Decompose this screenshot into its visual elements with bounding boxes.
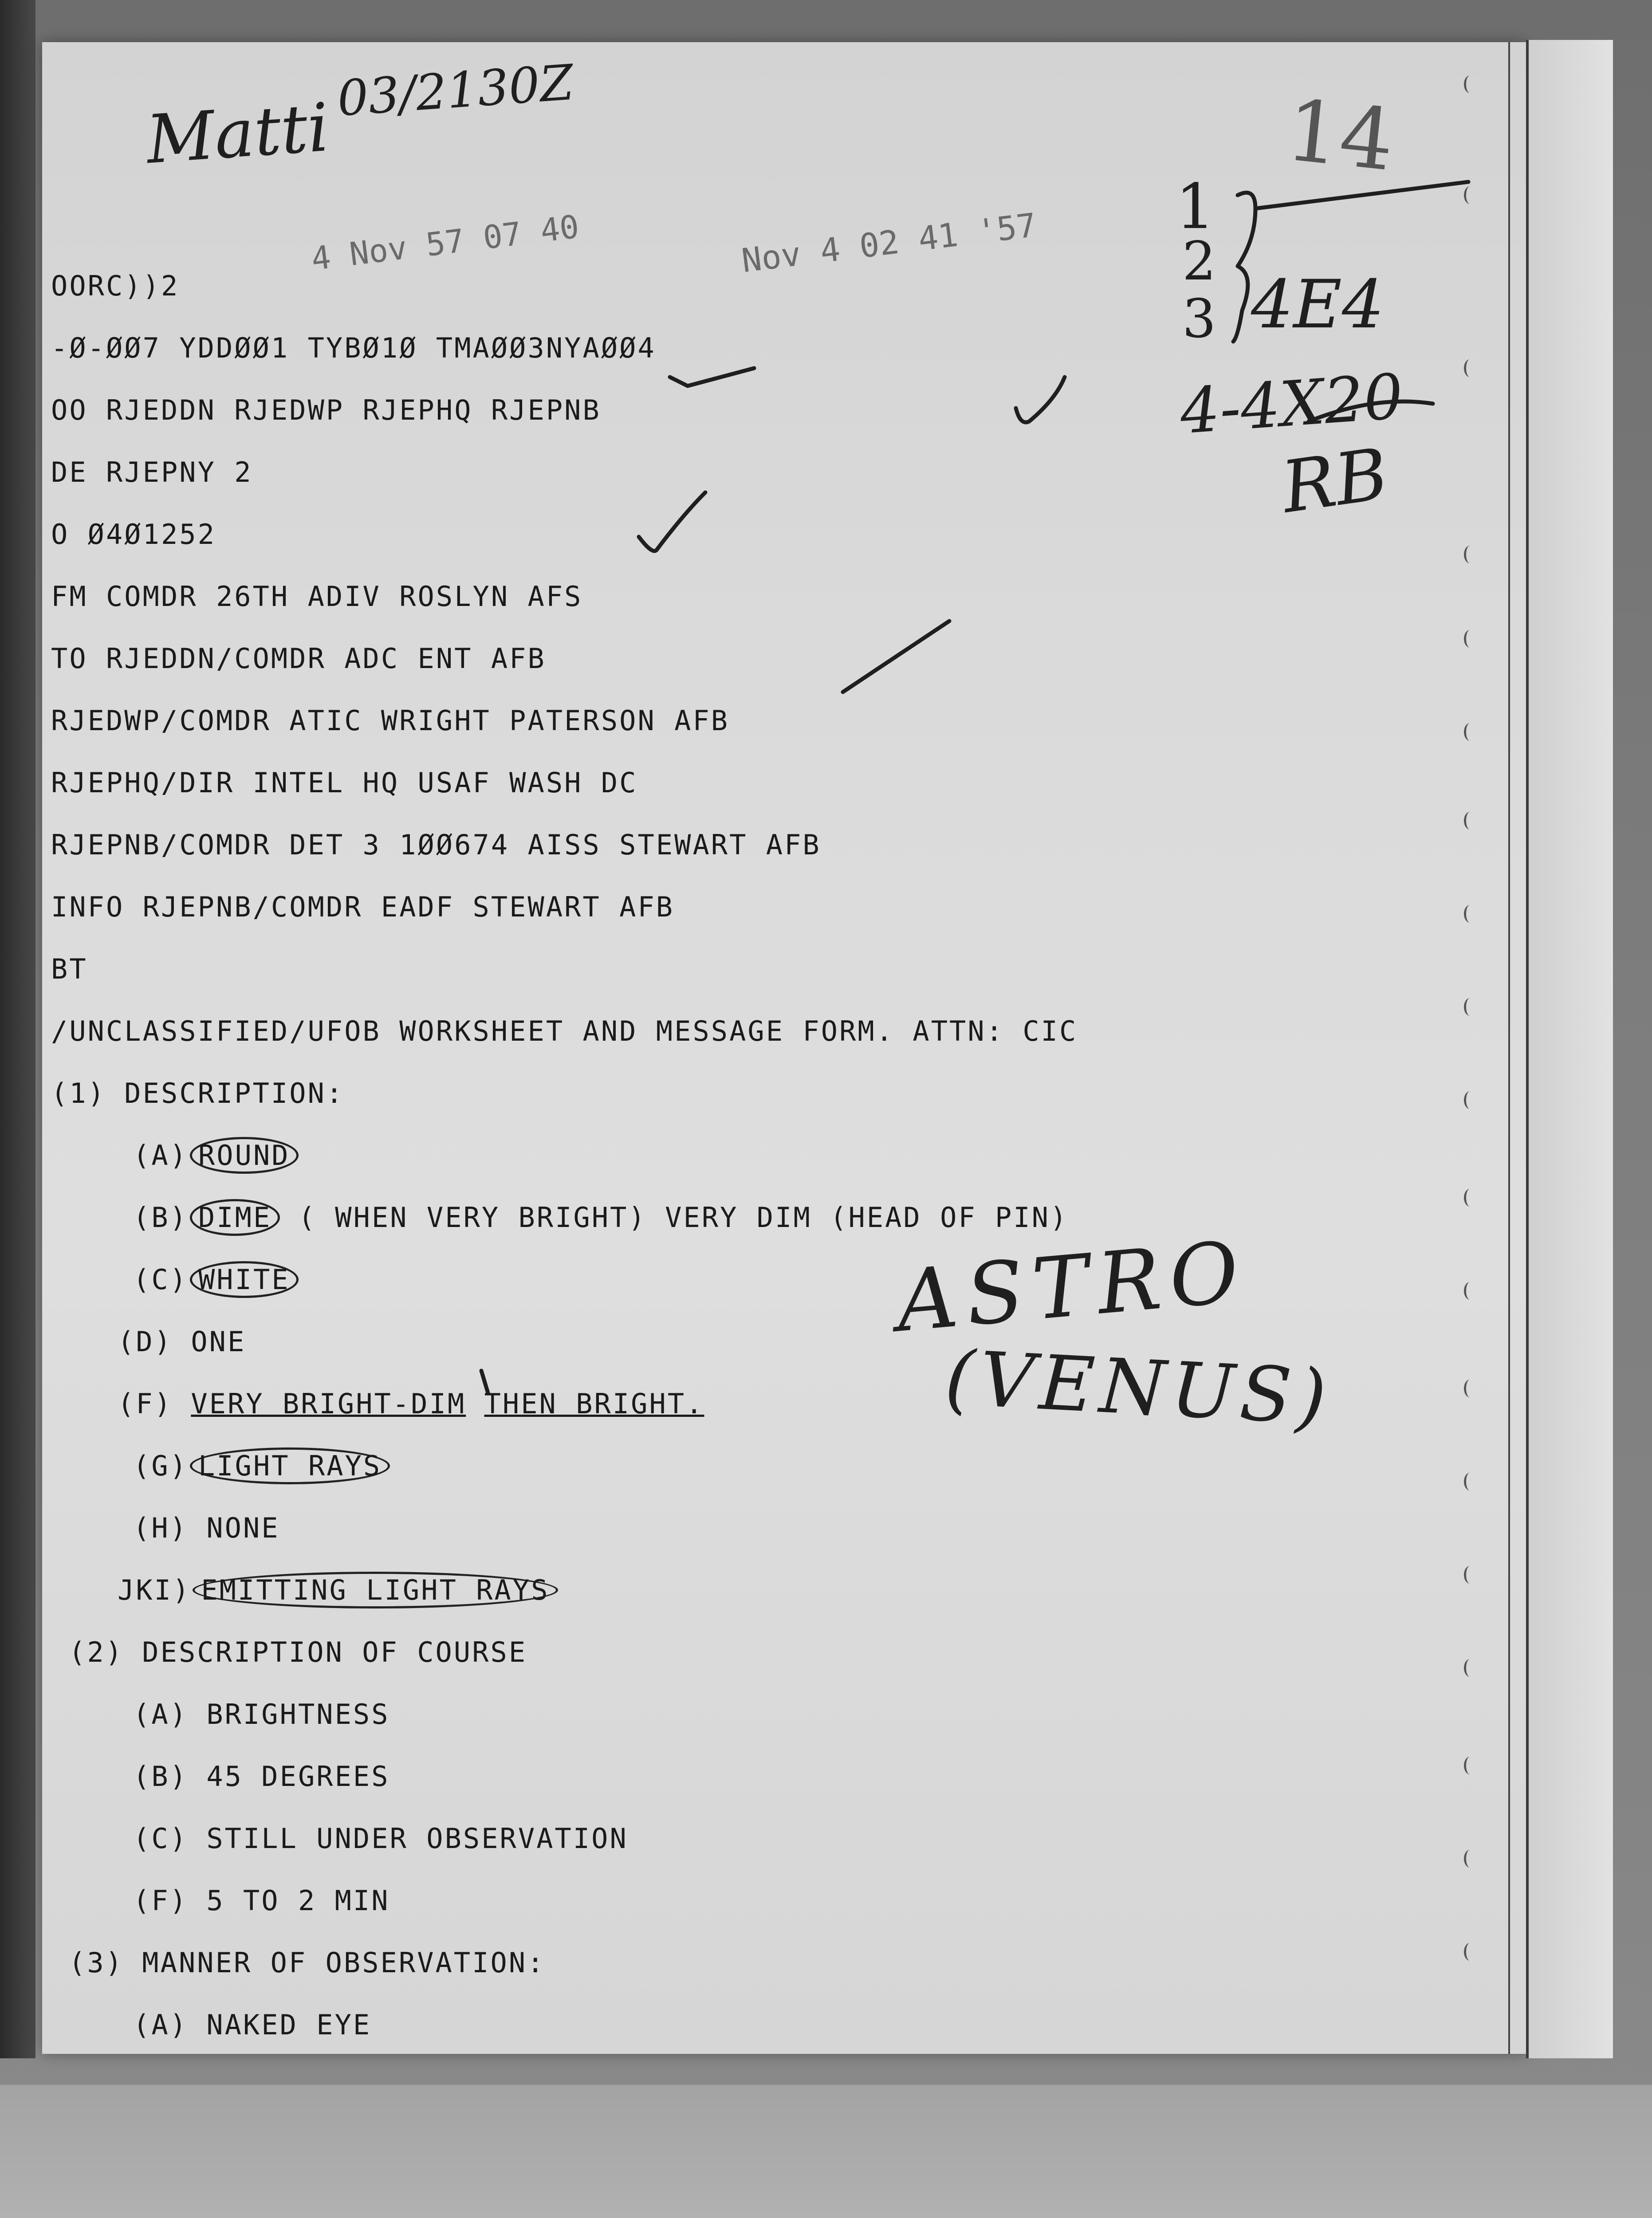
circled-answer: LIGHT RAYS <box>190 1447 390 1484</box>
section-title: (3) MANNER OF OBSERVATION: <box>69 1947 546 1979</box>
handwritten-venus: (VENUS) <box>943 1334 1334 1442</box>
item-c: (C) WHITE <box>51 1249 1078 1311</box>
item-b: (B) DIME ( WHEN VERY BRIGHT) VERY DIM (HEAD OF PIN) <box>51 1187 1078 1249</box>
handwritten-date: 03/2130Z <box>335 54 576 127</box>
received-stamp-1: 4 Nov 57 07 40 <box>309 208 581 278</box>
message-line: -Ø-ØØ7 YDDØØ1 TYBØ1Ø TMAØØ3NYAØØ4 <box>51 332 656 364</box>
message-line: RJEPHQ/DIR INTEL HQ USAF WASH DC <box>51 767 638 799</box>
message-line: RJEDWP/COMDR ATIC WRIGHT PATERSON AFB <box>51 704 730 737</box>
handwritten-initials: RB <box>1277 432 1393 529</box>
handwritten-list-mark: 3 <box>1182 288 1216 350</box>
observation-item: (A) NAKED EYE <box>133 2009 372 2041</box>
message-line: BT <box>51 953 88 985</box>
underlined-answer: VERY BRIGHT-DIM <box>191 1388 466 1420</box>
handwritten-list-mark: 1 <box>1176 171 1215 243</box>
section-title: (2) DESCRIPTION OF COURSE <box>69 1636 527 1668</box>
teletype-message <box>51 255 1078 2056</box>
handwritten-astro: ASTRO <box>892 1222 1252 1351</box>
message-line: DE RJEPNY 2 <box>51 456 253 488</box>
section-title: (1) DESCRIPTION: <box>51 1077 345 1109</box>
circled-answer: WHITE <box>190 1261 299 1298</box>
item-d: (D) ONE <box>118 1325 246 1358</box>
message-line: OO RJEDDN RJEDWP RJEPHQ RJEPNB <box>51 394 601 426</box>
item-h: (H) NONE <box>133 1512 280 1544</box>
underline-stroke <box>1309 401 1433 421</box>
course-item: (F) 5 TO 2 MIN <box>133 1884 390 1917</box>
handwritten-annotation-3: 4E4 <box>1251 266 1385 343</box>
leader-line <box>1255 182 1468 208</box>
handwritten-list-mark: 2 <box>1182 231 1216 292</box>
course-item: (C) STILL UNDER OBSERVATION <box>133 1822 628 1855</box>
item-a: (A) ROUND <box>51 1125 1078 1187</box>
underlined-answer: THEN BRIGHT. <box>484 1388 704 1420</box>
handwritten-name: Matti <box>144 89 332 179</box>
item-k: JKI) EMITTING LIGHT RAYS <box>51 1559 1078 1621</box>
handwritten-annotation-4: 4-4X20 <box>1177 360 1406 448</box>
course-item: (A) BRIGHTNESS <box>133 1698 390 1730</box>
message-line: O Ø4Ø1252 <box>51 518 216 551</box>
message-line: FM COMDR 26TH ADIV ROSLYN AFS <box>51 580 583 613</box>
message-line: /UNCLASSIFIED/UFOB WORKSHEET AND MESSAGE FORM. ATTN: CIC <box>51 1015 1078 1047</box>
message-line: INFO RJEPNB/COMDR EADF STEWART AFB <box>51 891 675 923</box>
handwritten-page-number: 14 <box>1282 81 1399 190</box>
message-line: RJEPNB/COMDR DET 3 1ØØ674 AISS STEWART AFB <box>51 829 821 861</box>
brace-icon <box>1233 193 1255 342</box>
circled-answer: ROUND <box>190 1137 299 1174</box>
course-item: (B) 45 DEGREES <box>133 1760 390 1793</box>
message-line: OORC))2 <box>51 270 180 302</box>
circled-answer: EMITTING LIGHT RAYS <box>193 1572 558 1608</box>
received-stamp-2: Nov 4 02 41 '57 <box>739 206 1039 280</box>
message-line: TO RJEDDN/COMDR ADC ENT AFB <box>51 642 546 675</box>
item-f: (F) VERY BRIGHT-DIM THEN BRIGHT. <box>118 1388 704 1420</box>
item-g: (G) LIGHT RAYS <box>51 1435 1078 1497</box>
circled-answer: DIME <box>190 1199 280 1236</box>
